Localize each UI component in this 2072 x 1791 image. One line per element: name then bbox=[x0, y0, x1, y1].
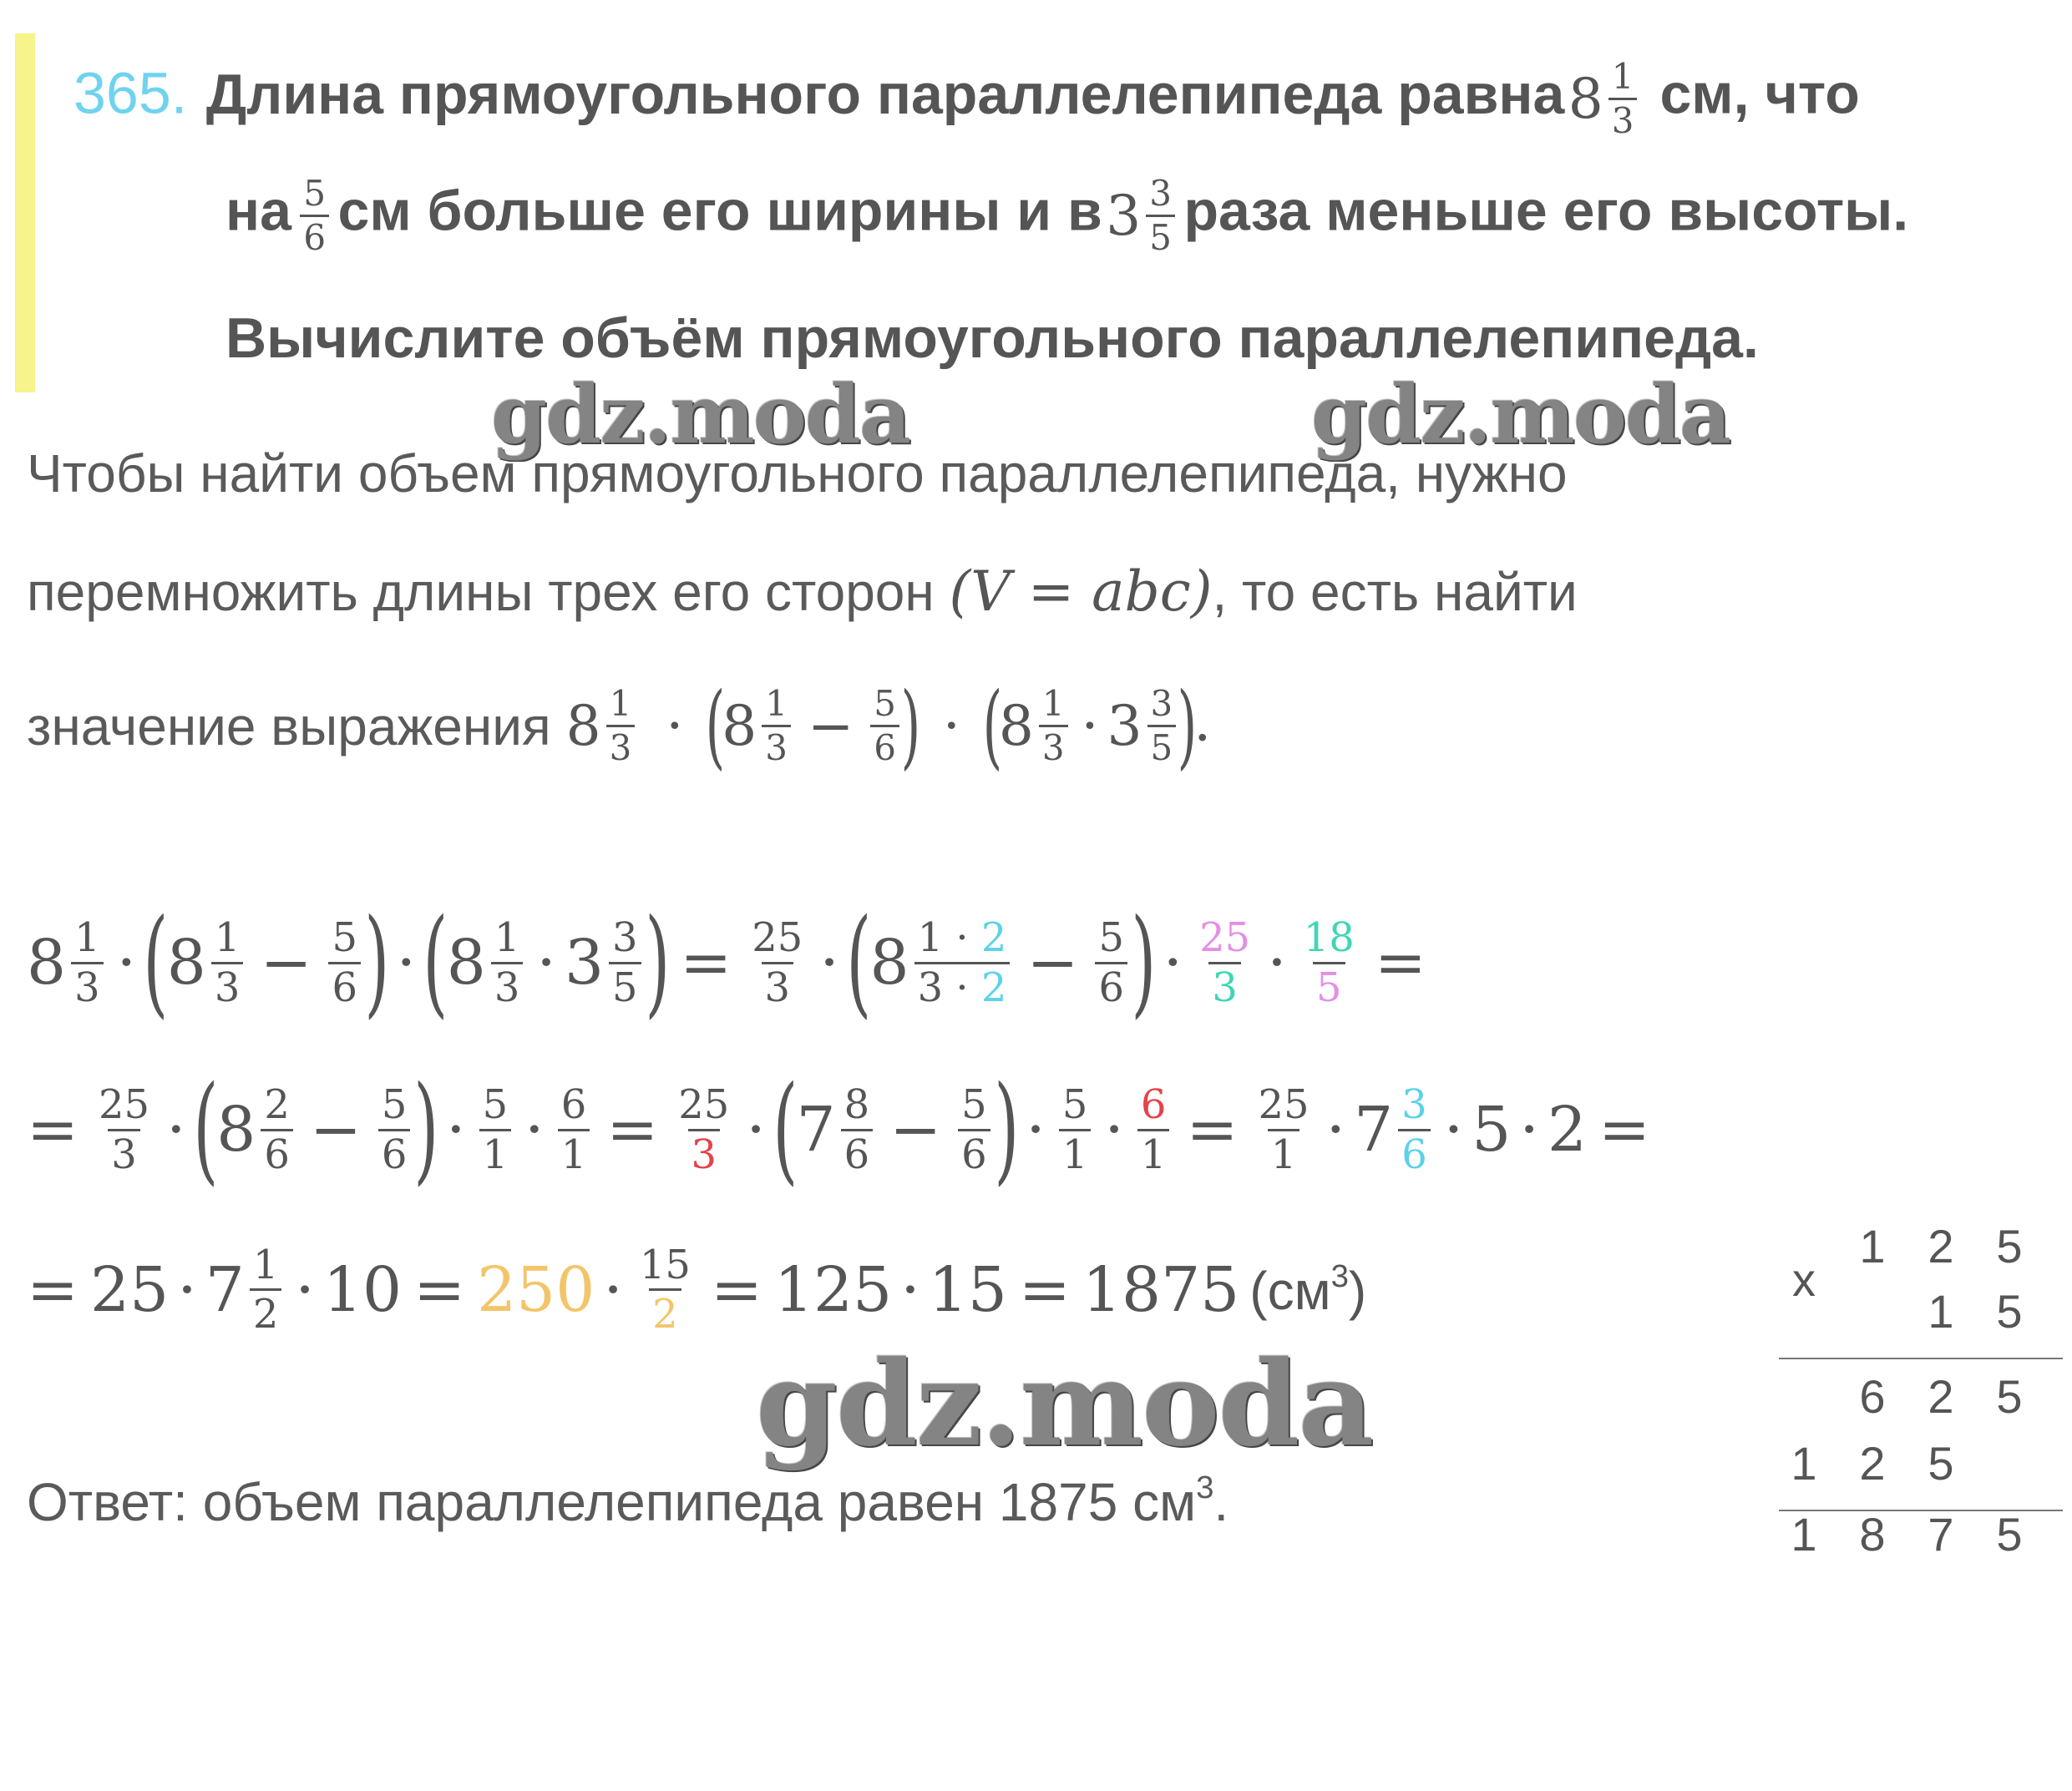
fraction-numerator: 1 bbox=[1611, 56, 1634, 97]
solution-paragraph-2 bbox=[27, 559, 1578, 624]
digit: 1 bbox=[1791, 1437, 1817, 1490]
problem-line-1 bbox=[73, 56, 1860, 142]
answer-tail: . bbox=[1213, 1471, 1229, 1532]
digit: 5 bbox=[1928, 1437, 1954, 1490]
solution-paragraph-1: Чтобы найти объем прямоугольного параллелепипеда, нужно bbox=[27, 443, 1568, 503]
problem-text-2b: см больше его ширины и в bbox=[337, 179, 1102, 243]
calc-line-3: = 25 · 7 $\frac{1}{2}$ · 10 = 250 · $\frac{15}{2}$ = 125 · 15 = 1875 $(см^3)$ bbox=[27, 1242, 1367, 1338]
unit-exponent: 3 bbox=[1330, 1257, 1349, 1294]
mixed-whole: 8 bbox=[1568, 67, 1603, 132]
digit: 5 bbox=[1996, 1285, 2023, 1338]
digit: 5 bbox=[1996, 1220, 2023, 1272]
fraction-numerator: 3 bbox=[1149, 173, 1172, 214]
solution-text: значение выражения bbox=[27, 696, 551, 756]
column-multiplication bbox=[1779, 1219, 2063, 1561]
solution-text: перемножить длины трех его сторон bbox=[27, 562, 935, 622]
multiply-sign: x bbox=[1792, 1253, 1816, 1306]
digit: 2 bbox=[1928, 1370, 1954, 1423]
solution-text: , то есть найти bbox=[1212, 562, 1578, 622]
digit: 8 bbox=[1859, 1508, 1886, 1561]
digit: 7 bbox=[1928, 1508, 1954, 1561]
solution-paragraph-3 bbox=[27, 672, 1212, 779]
calc-line-2: = $\frac{25}{3}$ · ( 8 $\frac{2}{6}$ − $\frac{5}{6}$ ) · $\frac{5}{1}$ · $\frac{6}{1}$ = $\frac{25}{3}$ · ( 7 $\frac{8}{6}$ − $\frac{5}{6}$ ) · $\frac{5}{1}$ · $\frac{6}{1}$ = $\frac{25}{1}$ · 7 $\frac{3}{6}$ · 5 · 2 = bbox=[27, 1061, 1650, 1197]
digit: 6 bbox=[1859, 1370, 1886, 1423]
calc-line-1: 8 $\frac{1}{3}$ · ( 8 $\frac{1}{3}$ − $\frac{5}{6}$ ) · ( 8 $\frac{1}{3}$ · 3 $\frac{3}{5}$ ) = $\frac{25}{3}$ · ( 8 $\frac{1 \cdot 2}{3 \cdot 2}$ − $\frac{5}{6}$ ) · $\frac{25}{3}$ · $\frac{18}{5}$ = bbox=[27, 894, 1426, 1030]
digit: 1 bbox=[1859, 1220, 1886, 1272]
watermark: gdz.moda bbox=[1311, 367, 1730, 462]
divider-line bbox=[1779, 1358, 2063, 1359]
watermark: gdz.moda bbox=[491, 367, 910, 462]
volume-formula: (V = abc) bbox=[949, 559, 1213, 624]
fraction-denominator: 5 bbox=[1146, 215, 1175, 256]
fraction-numerator: 5 bbox=[303, 173, 327, 214]
answer bbox=[27, 1470, 1229, 1533]
fraction-denominator: 3 bbox=[1608, 98, 1638, 139]
problem-line-2 bbox=[225, 173, 1909, 259]
problem-number: 365. bbox=[73, 60, 188, 126]
problem-line-3: Вычислите объём прямоугольного параллелепипеда. bbox=[225, 306, 1759, 370]
digit: 2 bbox=[1859, 1437, 1886, 1490]
unit-close: ) bbox=[1348, 1260, 1367, 1321]
digit: 5 bbox=[1996, 1508, 2023, 1561]
unit: (см bbox=[1249, 1260, 1331, 1321]
mixed-whole: 3 bbox=[1106, 184, 1142, 249]
answer-exponent: 3 bbox=[1196, 1470, 1214, 1505]
digit: 5 bbox=[1996, 1370, 2023, 1423]
problem-text-1-tail: см, что bbox=[1659, 62, 1860, 126]
expression: 8 $\frac{1}{3}$ · (8 $\frac{1}{3}$ − $\frac{5}{6}$ ) · (8 $\frac{1}{3}$ · 3 $\frac{3}{5}$ ). bbox=[565, 672, 1212, 779]
digit: 1 bbox=[1791, 1508, 1817, 1561]
problem-text-2c: раза меньше его высоты. bbox=[1183, 179, 1909, 243]
digit: 2 bbox=[1928, 1220, 1954, 1272]
fraction-denominator: 6 bbox=[300, 215, 329, 256]
problem-text-1: Длина прямоугольного параллелепипеда равна bbox=[205, 62, 1565, 126]
digit: 1 bbox=[1928, 1285, 1954, 1338]
highlight-bar bbox=[15, 33, 35, 392]
watermark: gdz.moda bbox=[756, 1336, 1373, 1473]
problem-text-2a: на bbox=[225, 179, 291, 243]
answer-text: Ответ: объем параллелепипеда равен 1875 см bbox=[27, 1471, 1197, 1532]
